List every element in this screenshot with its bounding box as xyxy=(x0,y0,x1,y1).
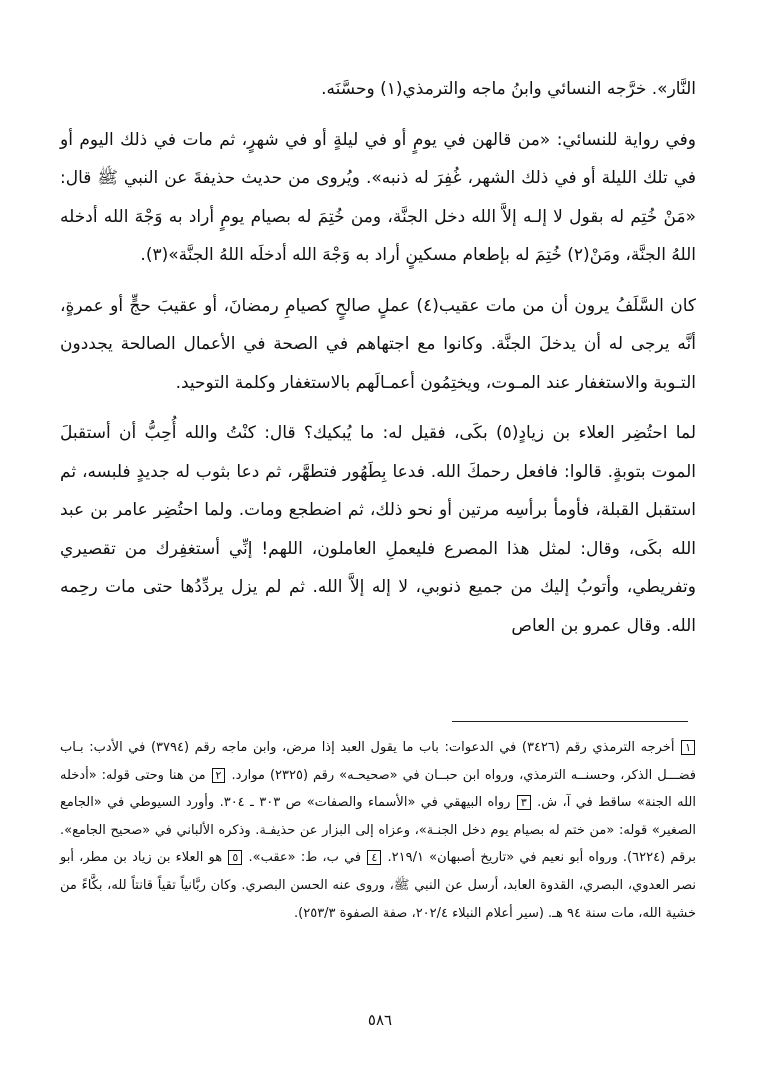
footnote-number: ٤ xyxy=(367,850,381,865)
footnote-text: من هنا وحتى قوله: «أدخله الله الجنة» ساقط في آ، ش. xyxy=(60,767,696,811)
paragraph: لما احتُضِر العلاء بن زيادٍ(٥) بكَى، فقيل له: ما يُبكيك؟ قال: كنْتُ والله أُحِبُّ أن أستقبلَ الموت بتوبةٍ. قالوا: فافعل رحمكَ الله. فدعا بِطَهُور فتطهَّر، ثم دعا بثوب له جديدٍ فلبسه، ثم استقبل القبلة، فأومأ برأسِه مرتين أو نحو ذلك، ثم اضطجع ومات. ولما احتُضِر عامر بن عبد الله بكَى، وقال: لمثل هذا المصرع فليعملِ العاملون، اللهم! إنِّي أستغفِرك من تقصيري وتفريطي، وأتوبُ إليك من جميع ذنوبي، لا إله إلاَّ الله. ثم لم يزل يردِّدُها حتى مات رحِمه الله. وقال عمرو بن العاص xyxy=(60,423,696,636)
footnote-text: في ب، ط: «عقب». xyxy=(248,850,362,866)
footnote-separator xyxy=(452,721,688,722)
footnotes xyxy=(60,734,696,927)
paragraph: النَّار». خرَّجه النسائي وابنُ ماجه والترمذي(١) وحسَّنَه. xyxy=(321,79,696,99)
main-text xyxy=(60,70,696,645)
footnote-number: ٥ xyxy=(228,850,242,865)
footnote-text: هو العلاء بن زياد بن مطر، أبو نصر العدوي، البصري، القدوة العابد، أرسل عن النبي ﷺ، وروى عنه الحسن البصري. وكان ربَّانياً تقياً قانتاً لله، بكَّاءً من خشية الله، مات سنة ٩٤ هـ. (سير أعلام النبلاء ٢٠٢/٤، صفة الصفوة ٢٥٣/٣). xyxy=(60,850,696,921)
page-number: ٥٨٦ xyxy=(367,1011,393,1029)
footnote-text: رواه البيهقي في «الأسماء والصفات» ص ٣٠٣ ـ ٣٠٤. وأورد السيوطي في «الجامع الصغير» قوله: «من ختم له بصيام يوم دخل الجنـة»، وعزاه إلى البزار عن حذيفـة. وذكره الألباني في «صحيح الجامع». برقم (٦٢٢٤). ورواه أبو نعيم في «تاريخ أصبهان» ٢١٩/١. xyxy=(60,795,697,866)
paragraph: كان السَّلَفُ يرون أن من مات عقيب(٤) عملٍ صالحٍ كصيامِ رمضانَ، أو عقيبَ حجٍّ أو عمرةٍ، أنَّه يرجى له أن يدخلَ الجنَّة. وكانوا مع اجتهاهم في الصحة في الأعمال الصالحة يجددون التـوبة والاستغفار عند المـوت، ويختِمُون أعمـالَهم بالاستغفار وكلمة التوحيد. xyxy=(60,295,696,393)
footnote-number: ٣ xyxy=(517,795,531,810)
footnote-number: ١ xyxy=(681,740,695,755)
footnote-number: ٢ xyxy=(212,768,226,783)
footnote-text: أخرجه الترمذي رقم (٣٤٢٦) في الدعوات: باب ما يقول العبد إذا مرض، وابن ماجه رقم (٣٧٩٤) في الأدب: بـاب فضـــل الذكر، وحسنــه الترمذي، ورواه ابن حبــان في «صحيحـه» رقم (٢٣٢٥) موارد. xyxy=(60,740,696,783)
paragraph: وفي رواية للنسائي: «من قالهن في يومٍ أو في ليلةٍ أو في شهرٍ، ثم مات في ذلك اليوم أو في تلك الليلة أو في ذلك الشهر، غُفِرَ له ذنبه». ويُروى من حديث حذيفةَ عن النبي ﷺ قال: «مَنْ خُتِم له بقول لا إلـه إلاَّ الله دخل الجنَّة، ومن خُتِمَ له بصيام يومٍ أراد به وَجْهَ الله أدخله اللهُ الجنَّة، ومَنْ(٢) خُتِمَ له بإطعام مسكينٍ أراد به وَجْهَ الله أدخلَه اللهُ الجنَّة»(٣). xyxy=(60,129,696,265)
